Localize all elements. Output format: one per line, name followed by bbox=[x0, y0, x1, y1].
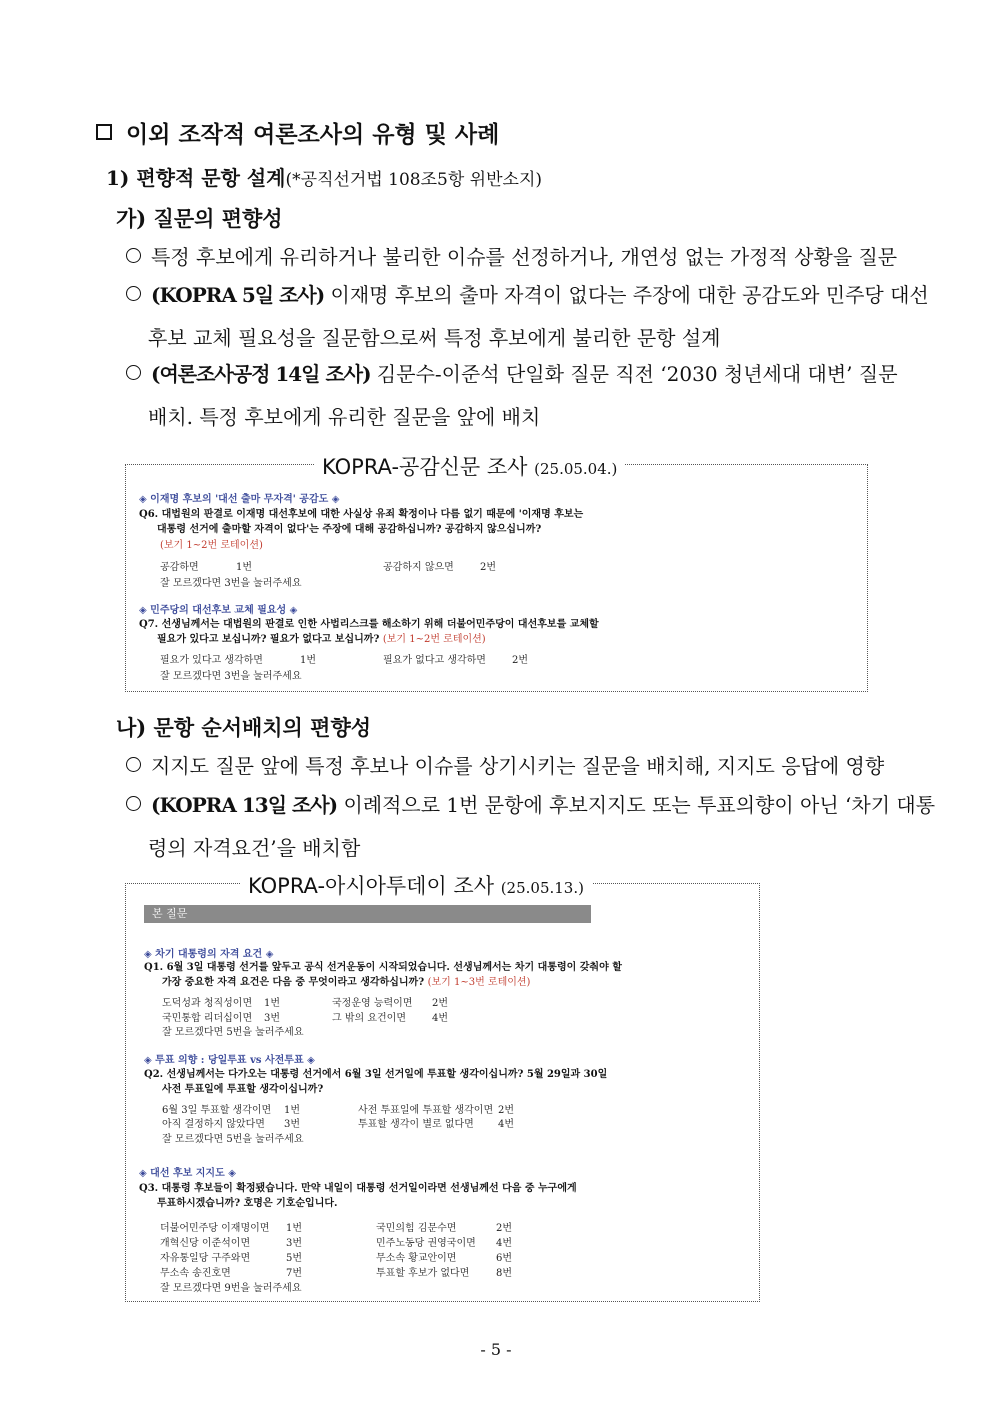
q2-opt4-num: 4번 bbox=[498, 1119, 515, 1130]
q6-opt1-num: 1번 bbox=[236, 562, 253, 573]
q1-opt1: 도덕성과 청직성이면 bbox=[162, 998, 253, 1009]
q2-opt1-num: 1번 bbox=[284, 1105, 301, 1116]
q7-line1: Q7. 선생님께서는 대법원의 판결로 인한 사법리스크를 해소하기 위해 더불어민주당이 대선후보를 교체할 bbox=[139, 619, 599, 630]
q7-opt2: 필요가 없다고 생각하면 bbox=[383, 655, 486, 666]
page-number: - 5 - bbox=[480, 1340, 512, 1359]
q2-line2: 사전 투표일에 투표할 생각이십니까? bbox=[162, 1084, 324, 1095]
q1-line2: 가장 중요한 자격 요건은 다음 중 무엇이라고 생각하십니까? (보기 1~3번 로테이션) bbox=[162, 977, 531, 988]
q2-opt2: 사전 투표일에 투표할 생각이면 bbox=[358, 1105, 494, 1116]
q2-opt4: 투표할 생각이 별로 없다면 bbox=[358, 1119, 474, 1130]
q3-opt3: 개혁신당 이준석이면 bbox=[160, 1238, 251, 1249]
bullet-a3: (여론조사공정 14일 조사) 김문수-이준석 단일화 질문 직전 ‘2030 청년세대 대변’ 질문 bbox=[126, 355, 898, 393]
q1-opt3: 국민통합 리더십이면 bbox=[162, 1013, 253, 1024]
q6-opt2-num: 2번 bbox=[480, 562, 497, 573]
subsub-title-a: 가) 질문의 편향성 bbox=[116, 206, 283, 231]
q2-opt1: 6월 3일 투표할 생각이면 bbox=[162, 1105, 272, 1116]
circle-bullet-icon bbox=[126, 365, 141, 380]
q7-line2: 필요가 있다고 보십니까? 필요가 없다고 보십니까? (보기 1~2번 로테이션) bbox=[157, 634, 486, 645]
q2-opt3-num: 3번 bbox=[284, 1119, 301, 1130]
q3-opt7-num: 7번 bbox=[286, 1268, 303, 1279]
q3-opt5-num: 5번 bbox=[286, 1253, 303, 1264]
circle-bullet-icon bbox=[126, 248, 141, 263]
q3-opt2: 국민의힘 김문수면 bbox=[376, 1223, 457, 1234]
q3-line1: Q3. 대통령 후보들이 확정됐습니다. 만약 내일이 대통령 선거일이라면 선생님께선 다음 중 누구에게 bbox=[139, 1183, 577, 1194]
q3-opt3-num: 3번 bbox=[286, 1238, 303, 1249]
q1-line1: Q1. 6월 3일 대통령 선거를 앞두고 공식 선거운동이 시작되었습니다. 선생님께서는 차기 대통령이 갖춰야 할 bbox=[144, 962, 622, 973]
q1-opt5: 잘 모르겠다면 5번을 눌러주세요 bbox=[162, 1027, 304, 1038]
q2-line1: Q2. 선생님께서는 다가오는 대통령 선거에서 6월 3일 선거일에 투표할 생각이십니까? 5월 29일과 30일 bbox=[144, 1069, 608, 1080]
main-question-bar: 본 질문 bbox=[144, 905, 591, 923]
bullet-b1: 지지도 질문 앞에 특정 후보나 이슈를 상기시키는 질문을 배치해, 지지도 응답에 영향 bbox=[126, 747, 884, 785]
q2-opt2-num: 2번 bbox=[498, 1105, 515, 1116]
q6-opt2: 공감하지 않으면 bbox=[383, 562, 454, 573]
q1-opt3-num: 3번 bbox=[264, 1013, 281, 1024]
q6-section: ◈ 이재명 후보의 '대선 출마 무자격' 공감도 ◈ bbox=[139, 494, 340, 505]
q3-section: ◈ 대선 후보 지지도 ◈ bbox=[139, 1168, 236, 1179]
q1-opt1-num: 1번 bbox=[264, 998, 281, 1009]
bullet-b2: (KOPRA 13일 조사) 이례적으로 1번 문항에 후보지지도 또는 투표의향이 아닌 ‘차기 대통 bbox=[126, 786, 935, 824]
section-heading: 이외 조작적 여론조사의 유형 및 사례 bbox=[96, 116, 499, 149]
q7-opt3: 잘 모르겠다면 3번을 눌러주세요 bbox=[160, 671, 302, 682]
subsub-title-b: 나) 문항 순서배치의 편향성 bbox=[116, 715, 372, 740]
q1-opt2-num: 2번 bbox=[432, 998, 449, 1009]
q6-rotation: (보기 1~2번 로테이션) bbox=[160, 540, 263, 551]
circle-bullet-icon bbox=[126, 796, 141, 811]
bullet-a1: 특정 후보에게 유리하거나 불리한 이슈를 선정하거나, 개연성 없는 가정적 상황을 질문 bbox=[126, 238, 897, 276]
q6-opt1: 공감하면 bbox=[160, 562, 199, 573]
q6-line1: Q6. 대법원의 판결로 이재명 대선후보에 대한 사실상 유죄 확정이나 다름 없기 때문에 '이재명 후보는 bbox=[139, 509, 584, 520]
circle-bullet-icon bbox=[126, 757, 141, 772]
q1-section: ◈ 차기 대통령의 자격 요건 ◈ bbox=[144, 949, 274, 960]
survey-1-title: KOPRA-공감신문 조사 (25.05.04.) bbox=[314, 451, 625, 481]
bullet-a3-cont: 배치. 특정 후보에게 유리한 질문을 앞에 배치 bbox=[148, 405, 541, 429]
q3-opt6: 무소속 황교안이면 bbox=[376, 1253, 457, 1264]
circle-bullet-icon bbox=[126, 286, 141, 301]
bullet-a2-cont: 후보 교체 필요성을 질문함으로써 특정 후보에게 불리한 문항 설계 bbox=[148, 326, 721, 350]
subsection-title: 1) 편향적 문항 설계(*공직선거법 108조5항 위반소지) bbox=[106, 166, 542, 190]
q3-opt4-num: 4번 bbox=[496, 1238, 513, 1249]
q3-line2: 투표하시겠습니까? 호명은 기호순입니다. bbox=[157, 1198, 338, 1209]
bullet-a2: (KOPRA 5일 조사) 이재명 후보의 출마 자격이 없다는 주장에 대한 공감도와 민주당 대선 bbox=[126, 276, 929, 314]
q3-opt4: 민주노동당 권영국이면 bbox=[376, 1238, 476, 1249]
q7-opt1: 필요가 있다고 생각하면 bbox=[160, 655, 263, 666]
q2-opt5: 잘 모르겠다면 5번을 눌러주세요 bbox=[162, 1134, 304, 1145]
q3-opt6-num: 6번 bbox=[496, 1253, 513, 1264]
q3-opt1: 더불어민주당 이재명이면 bbox=[160, 1223, 270, 1234]
q3-opt8-num: 8번 bbox=[496, 1268, 513, 1279]
q3-opt9: 잘 모르겠다면 9번을 눌러주세요 bbox=[160, 1283, 302, 1294]
q1-opt2: 국정운영 능력이면 bbox=[332, 998, 413, 1009]
q1-opt4-num: 4번 bbox=[432, 1013, 449, 1024]
q3-opt7: 무소속 송진호면 bbox=[160, 1268, 231, 1279]
bullet-b2-cont: 령의 자격요건’을 배치함 bbox=[148, 836, 361, 860]
q2-opt3: 아직 결정하지 않았다면 bbox=[162, 1119, 265, 1130]
q7-section: ◈ 민주당의 대선후보 교체 필요성 ◈ bbox=[139, 605, 298, 616]
square-bullet-icon bbox=[96, 124, 112, 140]
survey-2-title: KOPRA-아시아투데이 조사 (25.05.13.) bbox=[240, 870, 592, 900]
q2-section: ◈ 투표 의향 : 당일투표 vs 사전투표 ◈ bbox=[144, 1055, 315, 1066]
q7-opt1-num: 1번 bbox=[300, 655, 317, 666]
q3-opt8: 투표할 후보가 없다면 bbox=[376, 1268, 470, 1279]
q3-opt1-num: 1번 bbox=[286, 1223, 303, 1234]
q6-line2: 대통령 선거에 출마할 자격이 없다'는 주장에 대해 공감하십니까? 공감하지 않으십니까? bbox=[157, 524, 542, 535]
q7-opt2-num: 2번 bbox=[512, 655, 529, 666]
q3-opt5: 자유통일당 구주와면 bbox=[160, 1253, 251, 1264]
q6-opt3: 잘 모르겠다면 3번을 눌러주세요 bbox=[160, 578, 302, 589]
q3-opt2-num: 2번 bbox=[496, 1223, 513, 1234]
q1-opt4: 그 밖의 요건이면 bbox=[332, 1013, 406, 1024]
